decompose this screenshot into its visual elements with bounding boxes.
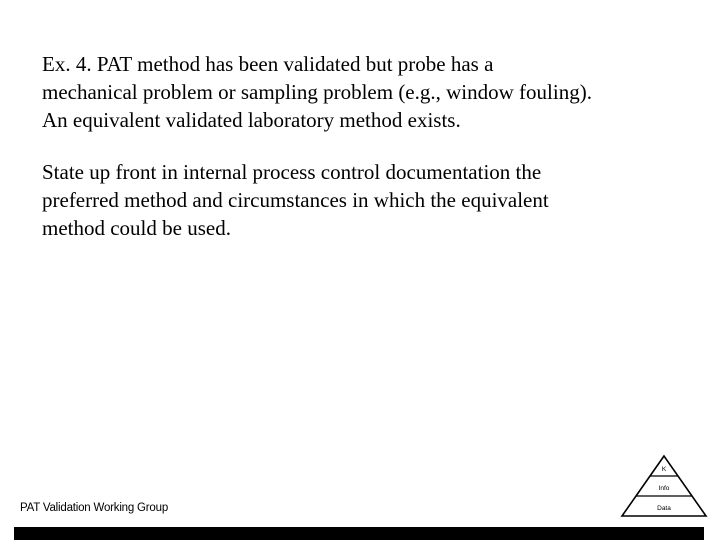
recommendation-paragraph <box>42 158 702 242</box>
slide-body <box>42 50 702 242</box>
footer-divider-bar <box>14 527 704 540</box>
paragraph-line: State up front in internal process control documentation the <box>42 160 542 184</box>
paragraph-line: preferred method and circumstances in which the equivalent <box>42 188 549 212</box>
paragraph-line: mechanical problem or sampling problem (e.g., window fouling). <box>42 80 592 104</box>
paragraph-line: Ex. 4. PAT method has been validated but probe has a <box>42 52 494 76</box>
paragraph-line: method could be used. <box>42 216 231 240</box>
pyramid-tier-bottom-label: Data <box>657 505 671 512</box>
example-description-paragraph <box>42 50 702 134</box>
pyramid-tier-top-label: K <box>661 466 667 473</box>
footer-organization-label: PAT Validation Working Group <box>20 502 169 514</box>
pyramid-tier-middle-label: Info <box>658 485 670 492</box>
knowledge-pyramid-icon <box>620 454 708 520</box>
paragraph-line: An equivalent validated laboratory method exists. <box>42 108 461 132</box>
